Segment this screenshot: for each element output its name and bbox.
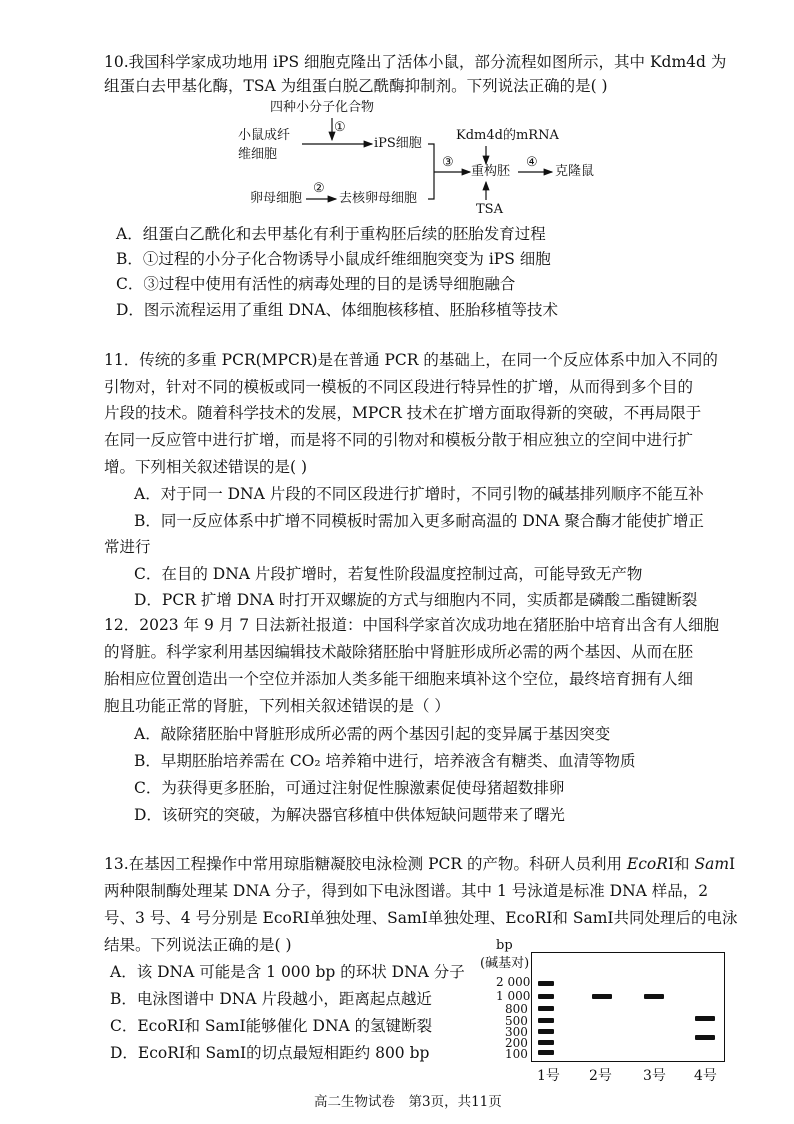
q12-line4: 胞且功能正常的肾脏，下列相关叙述错误的是（ ） <box>104 697 450 715</box>
q10-option-d: D．图示流程运用了重组 DNA、体细胞核移植、胚胎移植等技术 <box>116 301 559 319</box>
q11-line1: 11．传统的多重 PCR(MPCR)是在普通 PCR 的基础上，在同一个反应体系中加入不同的 <box>104 351 718 369</box>
ladder-label-800: 800 <box>505 1002 528 1016</box>
q13-line1 <box>104 854 735 874</box>
gel-unit-note: (碱基对) <box>480 956 530 971</box>
ladder-label-2000: 2 000 <box>496 975 531 989</box>
q13-enzyme-ecori: EcoR <box>626 855 668 873</box>
q12-option-c: C．为获得更多胚胎，可通过注射促性腺激素促使母猪超数排卵 <box>134 779 565 797</box>
clone-mouse-label: 克隆鼠 <box>555 164 595 179</box>
step1-label: ① <box>334 120 346 135</box>
q13-line2: 两种限制酶处理某 DNA 分子，得到如下电泳图谱。其中 1 号泳道是标准 DNA 样品，2 <box>104 882 709 900</box>
q13-option-b: B．电泳图谱中 DNA 片段越小，距离起点越近 <box>110 990 432 1008</box>
q13-line4: 结果。下列说法正确的是( ) <box>104 936 292 954</box>
ladder-band-200 <box>538 1040 554 1045</box>
q11-option-a: A．对于同一 DNA 片段的不同区段进行扩增时，不同引物的碱基排列顺序不能互补 <box>134 485 704 503</box>
q11-option-c: C．在目的 DNA 片段扩增时，若复性阶段温度控制过高，可能导致无产物 <box>134 565 643 583</box>
lane-3-label: 3号 <box>643 1068 666 1084</box>
q13-enzyme-sami-suffix: Ⅰ <box>729 855 736 873</box>
q13-option-d: D．EcoRⅠ和 SamⅠ的切点最短相距约 800 bp <box>110 1044 430 1062</box>
q11-option-b-line1: B．同一反应体系中扩增不同模板时需加入更多耐高温的 DNA 聚合酶才能使扩增正 <box>134 512 704 530</box>
ladder-label-500: 500 <box>505 1014 528 1028</box>
bracket <box>428 144 434 199</box>
lane4-band-800 <box>695 1016 715 1021</box>
ladder-label-1000: 1 000 <box>496 989 531 1003</box>
q12-line1: 12．2023 年 9 月 7 日法新社报道：中国科学家首次成功地在猪胚胎中培育出含有人细胞 <box>104 616 720 634</box>
embryo-label: 重构胚 <box>471 164 511 179</box>
lane4-band-200 <box>695 1035 715 1040</box>
oocyte-label: 卵母细胞 <box>250 191 303 206</box>
ladder-label-100: 100 <box>505 1047 528 1061</box>
q11-option-b-line2: 常进行 <box>104 538 151 556</box>
ladder-band-800 <box>538 1006 554 1011</box>
fibroblast-label-2: 维细胞 <box>238 147 278 162</box>
q11-line4: 在同一反应管中进行扩增，而是将不同的引物对和模板分散于相应独立的空间中进行扩 <box>104 431 694 449</box>
four-compounds-label: 四种小分子化合物 <box>270 100 375 115</box>
ladder-label-200: 200 <box>505 1036 528 1050</box>
q12-line3: 胎相应位置创造出一个空位并添加人类多能干细胞来填补这个空位，最终培育拥有人细 <box>104 670 694 688</box>
ladder-label-300: 300 <box>505 1025 528 1039</box>
q13-option-c: C．EcoRⅠ和 SamⅠ能够催化 DNA 的氢键断裂 <box>110 1017 433 1035</box>
q10-stem-line1: 10.我国科学家成功地用 iPS 细胞克隆出了活体小鼠，部分流程如图所示，其中 Kdm4d 为 <box>104 53 727 71</box>
q13-line1-text: 13.在基因工程操作中常用琼脂糖凝胶电泳检测 PCR 的产物。科研人员利用 <box>104 855 627 873</box>
lane2-band-1000 <box>592 994 612 999</box>
q11-line3: 片段的技术。随着科学技术的发展，MPCR 技术在扩增方面取得新的突破，不再局限于 <box>104 404 702 422</box>
lane-4-label: 4号 <box>694 1068 717 1084</box>
fibroblast-label-1: 小鼠成纤 <box>238 128 291 143</box>
q10-option-b: B．①过程的小分子化合物诱导小鼠成纤维细胞突变为 iPS 细胞 <box>116 250 551 268</box>
lane-2-label: 2号 <box>589 1068 612 1084</box>
gel-frame <box>531 952 725 1062</box>
q13-option-a: A．该 DNA 可能是含 1 000 bp 的环状 DNA 分子 <box>110 963 465 981</box>
q12-line2: 的肾脏。科学家利用基因编辑技术敲除猪胚胎中肾脏形成所必需的两个基因、从而在胚 <box>104 643 694 661</box>
q12-option-b: B．早期胚胎培养需在 CO₂ 培养箱中进行，培养液含有糖类、血清等物质 <box>134 752 636 770</box>
lane3-band-1000 <box>644 994 664 999</box>
page-footer: 高二生物试卷 第3页，共11页 <box>314 1094 502 1110</box>
tsa-label: TSA <box>476 202 503 217</box>
q13-line1-conj: Ⅰ和 <box>667 855 695 873</box>
q13-line3: 号、3 号、4 号分别是 EcoRⅠ单独处理、SamⅠ单独处理、EcoRⅠ和 SamⅠ共同处理后的电泳 <box>104 909 738 927</box>
q11-line2: 引物对，针对不同的模板或同一模板的不同区段进行特异性的扩增，从而得到多个目的 <box>104 378 694 396</box>
q11-line5: 增。下列相关叙述错误的是( ) <box>104 458 308 476</box>
enucleated-oocyte-label: 去核卵母细胞 <box>339 191 418 206</box>
q10-stem-line2: 组蛋白去甲基化酶，TSA 为组蛋白脱乙酰酶抑制剂。下列说法正确的是( ) <box>104 77 608 95</box>
step4-label: ④ <box>526 155 538 170</box>
ladder-band-100 <box>538 1050 554 1055</box>
q13-enzyme-sami: Sam <box>694 855 730 873</box>
q11-option-d: D．PCR 扩增 DNA 时打开双螺旋的方式与细胞内不同，实质都是磷酸二酯键断裂 <box>134 591 698 609</box>
q12-option-d: D．该研究的突破，为解决器官移植中供体短缺问题带来了曙光 <box>134 806 565 824</box>
q10-option-a: A．组蛋白乙酰化和去甲基化有利于重构胚后续的胚胎发育过程 <box>116 225 546 243</box>
q10-option-c: C．③过程中使用有活性的病毒处理的目的是诱导细胞融合 <box>116 275 516 293</box>
ladder-band-1000 <box>538 994 554 999</box>
q12-option-a: A．敲除猪胚胎中肾脏形成所必需的两个基因引起的变异属于基因突变 <box>134 725 611 743</box>
ladder-band-500 <box>538 1018 554 1023</box>
mrna-label: Kdm4d的mRNA <box>456 128 559 143</box>
ips-cell-label: iPS细胞 <box>374 136 422 151</box>
step2-label: ② <box>313 181 325 196</box>
ladder-band-2000 <box>538 981 554 986</box>
step3-label: ③ <box>442 155 454 170</box>
lane-1-label: 1号 <box>537 1068 560 1084</box>
ladder-band-300 <box>538 1029 554 1034</box>
gel-unit-label: bp <box>496 938 513 953</box>
